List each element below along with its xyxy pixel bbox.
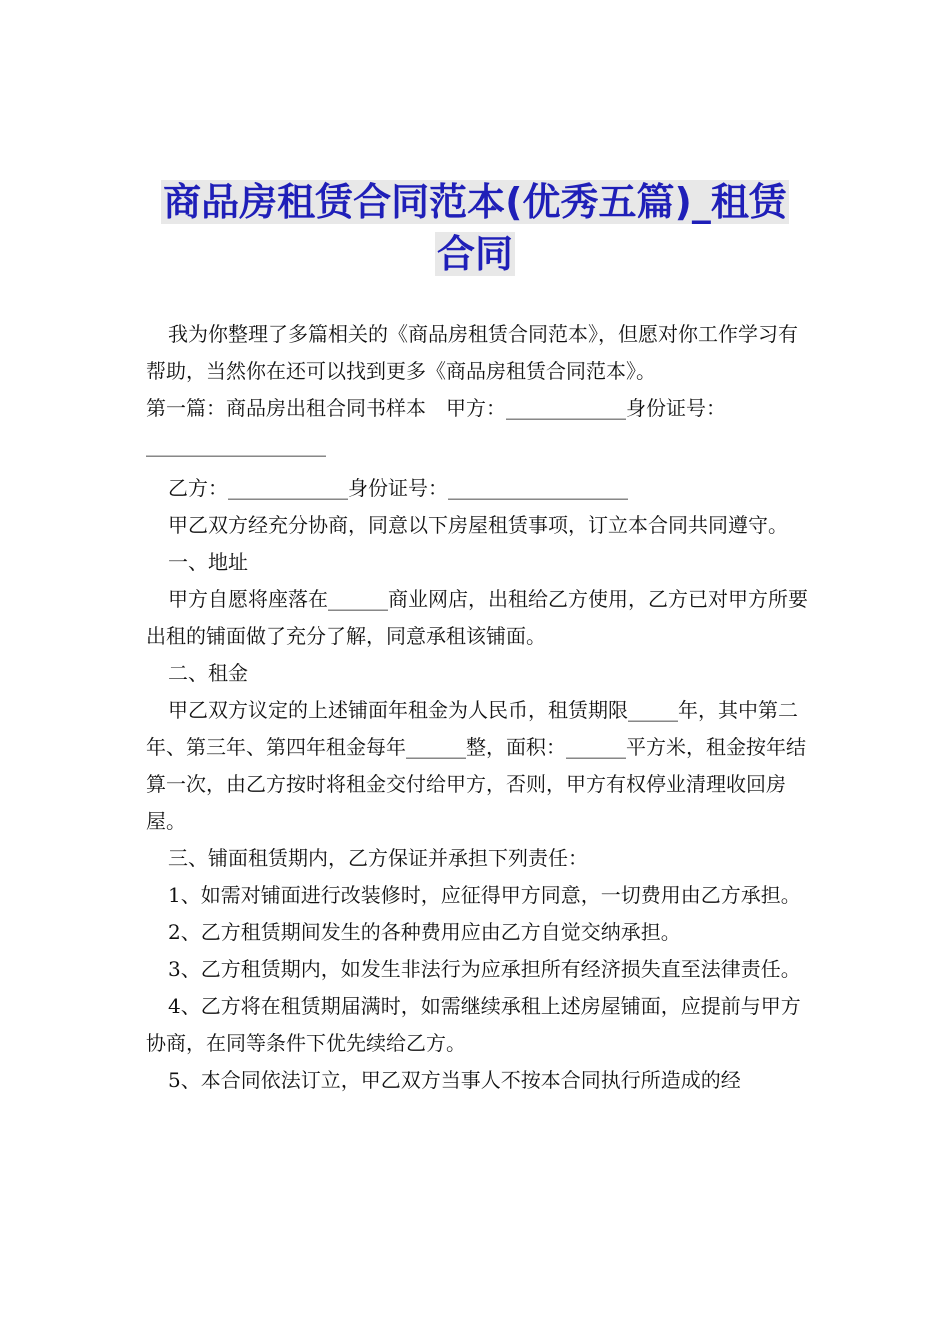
clause-2: 2、乙方租赁期间发生的各种费用应由乙方自觉交纳承担。 — [168, 920, 681, 944]
document-title — [120, 176, 830, 280]
clause-4: 4、乙方将在租赁期届满时，如需继续承租上述房屋铺面，应提前与甲方协商，在同等条件下优先续给乙方。 — [146, 994, 801, 1055]
rent-paragraph: 甲乙双方议定的上述铺面年租金为人民币，租赁期限_____年，其中第二年、第三年、第四年租金每年______整，面积：______平方米，租金按年结算一次，由乙方按时将租金交付给甲方，否则，甲方有权停业清理收回房屋。 — [146, 698, 806, 833]
agreement-paragraph: 甲乙双方经充分协商，同意以下房屋租赁事项，订立本合同共同遵守。 — [168, 513, 788, 537]
title-line-1: 商品房租赁合同范本(优秀五篇)_租赁 — [163, 180, 787, 224]
clause-1: 1、如需对铺面进行改装修时，应征得甲方同意，一切费用由乙方承担。 — [168, 883, 801, 907]
document-body — [146, 316, 810, 1099]
party-b-line: 乙方：____________身份证号：__________________ — [168, 476, 628, 500]
party-a-line: 第一篇：商品房出租合同书样本 甲方：____________身份证号：__________________ — [146, 396, 726, 457]
section-heading-responsibilities: 三、铺面租赁期内，乙方保证并承担下列责任： — [168, 846, 588, 870]
section-heading-rent: 二、租金 — [168, 661, 248, 685]
clause-5: 5、本合同依法订立，甲乙双方当事人不按本合同执行所造成的经 — [168, 1068, 741, 1092]
section-heading-address: 一、地址 — [168, 550, 248, 574]
title-line-2: 合同 — [436, 232, 513, 276]
address-paragraph: 甲方自愿将座落在______商业网店，出租给乙方使用，乙方已对甲方所要出租的铺面做了充分了解，同意承租该铺面。 — [146, 587, 808, 648]
clause-3: 3、乙方租赁期内，如发生非法行为应承担所有经济损失直至法律责任。 — [168, 957, 801, 981]
intro-paragraph: 我为你整理了多篇相关的《商品房租赁合同范本》，但愿对你工作学习有帮助，当然你在还可以找到更多《商品房租赁合同范本》。 — [146, 322, 798, 383]
